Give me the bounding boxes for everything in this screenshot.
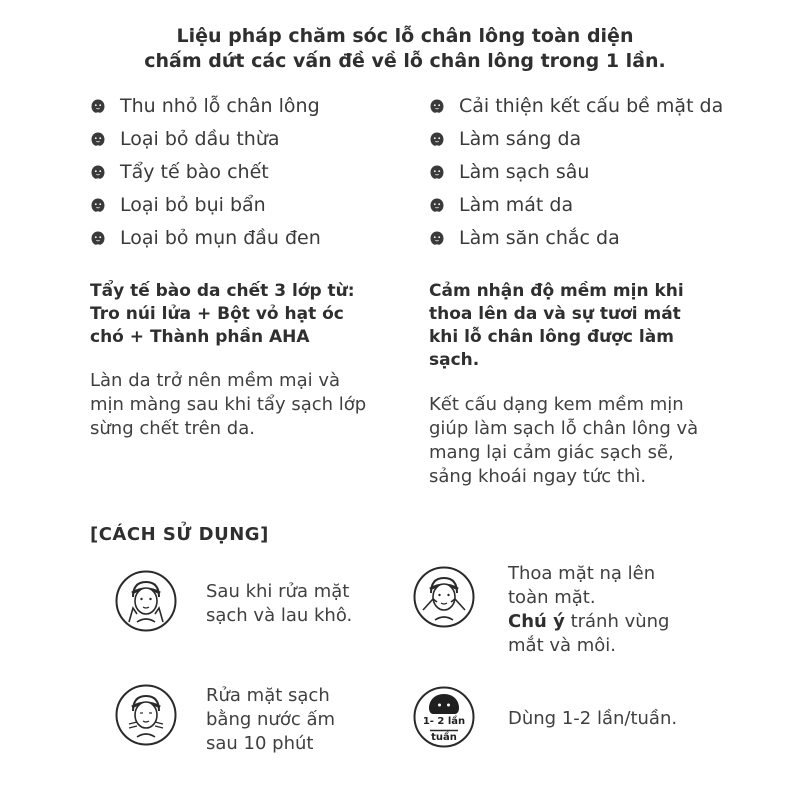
feature-left-body: Làn da trở nên mềm mại và mịn màng sau khi tẩy sạch lớp sừng chết trên da. <box>90 370 367 439</box>
list-item: Làm mát da <box>429 188 723 221</box>
step-2-text: Thoa mặt nạ lên toàn mặt. Chú ý tránh vùng mắt và môi. <box>508 563 670 656</box>
mask-bullet-icon <box>90 197 106 213</box>
badge-bottom-text: tuần <box>431 732 457 743</box>
usage-section-label: [CÁCH SỬ DỤNG] <box>90 524 269 545</box>
step-1-text: Sau khi rửa mặt sạch và lau khô. <box>206 581 353 626</box>
step-3-text: Rửa mặt sạch bằng nước ấm sau 10 phút <box>206 685 336 754</box>
mask-bullet-icon <box>429 197 445 213</box>
list-item: Làm sạch sâu <box>429 155 723 188</box>
mask-bullet-icon <box>90 230 106 246</box>
mask-bullet-icon <box>429 230 445 246</box>
feature-right-body: Kết cấu dạng kem mềm mịn giúp làm sạch lỗ chân lông và mang lại cảm giác sạch sẽ, sảng khoái ngay tức thì. <box>429 394 699 487</box>
benefits-right-list <box>429 89 723 254</box>
mask-bullet-icon <box>90 164 106 180</box>
list-item: Loại bỏ bụi bẩn <box>90 188 321 221</box>
list-item: Làm săn chắc da <box>429 221 723 254</box>
badge-top-text: 1- 2 lần <box>422 716 466 727</box>
title-line-2: chấm dứt các vấn đề về lỗ chân lông trong 1 lần. <box>144 50 666 72</box>
face-rinse-icon <box>115 684 177 746</box>
list-item: Loại bỏ dầu thừa <box>90 122 321 155</box>
step-4-text: Dùng 1-2 lần/tuần. <box>508 708 678 729</box>
mask-bullet-icon <box>90 131 106 147</box>
mask-bullet-icon <box>429 164 445 180</box>
mask-bullet-icon <box>429 131 445 147</box>
title-line-1: Liệu pháp chăm sóc lỗ chân lông toàn diện <box>176 25 634 47</box>
mask-bullet-icon <box>429 98 445 114</box>
list-item: Tẩy tế bào chết <box>90 155 321 188</box>
mask-bullet-icon <box>90 98 106 114</box>
list-item: Làm sáng da <box>429 122 723 155</box>
step-2-note-bold: Chú ý <box>508 611 565 632</box>
feature-right-heading: Cảm nhận độ mềm mịn khi thoa lên da và sự tươi mát khi lỗ chân lông được làm sạch. <box>429 281 684 370</box>
benefits-left-list <box>90 89 321 254</box>
page-title <box>0 24 810 74</box>
frequency-badge <box>413 686 475 748</box>
list-item: Loại bỏ mụn đầu đen <box>90 221 321 254</box>
list-item: Thu nhỏ lỗ chân lông <box>90 89 321 122</box>
feature-left-heading: Tẩy tế bào da chết 3 lớp từ: Tro núi lửa + Bột vỏ hạt óc chó + Thành phần AHA <box>90 281 355 347</box>
face-apply-mask-icon <box>413 566 475 628</box>
face-dry-icon <box>115 570 177 632</box>
list-item: Cải thiện kết cấu bề mặt da <box>429 89 723 122</box>
